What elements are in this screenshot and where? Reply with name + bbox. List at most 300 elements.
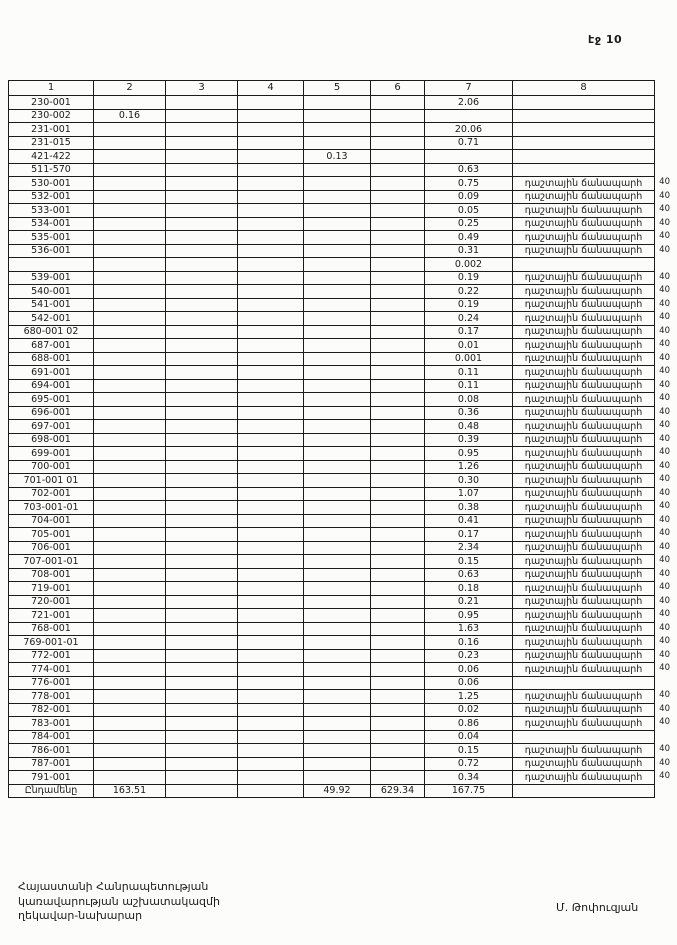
area-value-cell — [94, 514, 166, 528]
table-row — [9, 663, 655, 677]
parcel-code-cell: 708-001 — [9, 568, 94, 582]
area-value-cell — [304, 109, 371, 123]
area-value-cell: 1.63 — [425, 622, 513, 636]
note-cell — [513, 595, 670, 609]
margin-mark: 40 — [659, 406, 670, 417]
area-value-cell — [166, 582, 238, 596]
area-value-cell — [238, 109, 304, 123]
area-value-cell — [371, 204, 425, 218]
area-value-cell — [238, 757, 304, 771]
area-value-cell: 0.39 — [425, 433, 513, 447]
area-value-cell — [238, 204, 304, 218]
margin-mark: 40 — [659, 312, 670, 322]
area-value-cell — [166, 487, 238, 501]
land-use-note: դաշտային ճանապարհ — [524, 447, 643, 459]
note-cell — [513, 744, 670, 758]
land-use-note: դաշտային ճանապարհ — [524, 393, 643, 405]
margin-mark: 40 — [659, 231, 670, 241]
area-value-cell — [371, 285, 425, 299]
margin-mark: 40 — [659, 339, 670, 349]
area-value-cell — [238, 177, 304, 191]
area-value-cell: 0.16 — [425, 636, 513, 650]
area-value-cell — [371, 352, 425, 366]
total-value — [166, 784, 238, 798]
margin-mark: 40 — [659, 595, 670, 606]
margin-mark: 40 — [659, 663, 670, 673]
area-value-cell — [166, 217, 238, 231]
area-value-cell — [238, 231, 304, 245]
area-value-cell — [238, 676, 304, 690]
area-value-cell — [304, 366, 371, 380]
area-value-cell — [166, 528, 238, 542]
area-value-cell: 0.13 — [304, 150, 371, 164]
table-row — [9, 339, 655, 353]
area-value-cell — [94, 217, 166, 231]
note-cell — [513, 730, 655, 744]
land-parcel-register-table — [8, 80, 670, 798]
table-row — [9, 325, 655, 339]
area-value-cell — [238, 258, 304, 272]
margin-mark: 40 — [659, 420, 670, 430]
area-value-cell: 0.02 — [425, 703, 513, 717]
land-use-note: դաշտային ճանապարհ — [524, 555, 643, 567]
area-value-cell — [94, 231, 166, 245]
parcel-code-cell: 688-001 — [9, 352, 94, 366]
area-value-cell — [94, 447, 166, 461]
area-value-cell — [304, 703, 371, 717]
column-header: 6 — [371, 81, 425, 96]
area-value-cell — [166, 703, 238, 717]
area-value-cell: 0.95 — [425, 609, 513, 623]
area-value-cell — [238, 703, 304, 717]
area-value-cell: 1.25 — [425, 690, 513, 704]
land-use-note: դաշտային ճանապարհ — [524, 636, 643, 648]
note-cell — [513, 150, 655, 164]
area-value-cell — [238, 582, 304, 596]
note-cell — [513, 433, 670, 447]
margin-mark: 40 — [659, 636, 670, 646]
area-value-cell — [94, 568, 166, 582]
margin-mark: 40 — [659, 244, 670, 255]
column-header: 1 — [9, 81, 94, 96]
note-cell — [513, 622, 670, 636]
area-value-cell — [304, 190, 371, 204]
area-value-cell: 0.22 — [425, 285, 513, 299]
area-value-cell — [94, 487, 166, 501]
area-value-cell — [166, 514, 238, 528]
area-value-cell — [371, 217, 425, 231]
area-value-cell: 0.25 — [425, 217, 513, 231]
table-row — [9, 447, 655, 461]
parcel-code-cell: 786-001 — [9, 744, 94, 758]
parcel-code-cell — [9, 258, 94, 272]
land-use-note: դաշտային ճանապարհ — [524, 501, 643, 513]
table-row — [9, 568, 655, 582]
authority-line: ղեկավար-նախարար — [18, 909, 143, 922]
area-value-cell — [304, 352, 371, 366]
area-value-cell — [166, 676, 238, 690]
area-value-cell — [94, 204, 166, 218]
area-value-cell — [94, 555, 166, 569]
area-value-cell — [238, 271, 304, 285]
table-row — [9, 514, 655, 528]
margin-mark: 40 — [659, 325, 670, 336]
area-value-cell — [371, 433, 425, 447]
note-cell — [513, 109, 655, 123]
area-value-cell — [238, 433, 304, 447]
area-value-cell — [371, 231, 425, 245]
area-value-cell — [371, 501, 425, 515]
note-cell — [513, 609, 670, 623]
margin-mark: 40 — [659, 690, 670, 700]
land-use-note: դաշտային ճանապարհ — [524, 758, 643, 769]
area-value-cell — [94, 528, 166, 542]
table-row — [9, 676, 655, 690]
area-value-cell — [371, 663, 425, 677]
parcel-code-cell: 530-001 — [9, 177, 94, 191]
parcel-code-cell: 542-001 — [9, 312, 94, 326]
area-value-cell — [166, 366, 238, 380]
parcel-code-cell: 231-001 — [9, 123, 94, 137]
area-value-cell — [371, 582, 425, 596]
margin-mark: 40 — [659, 609, 670, 619]
land-use-note: դաշտային ճանապարհ — [524, 177, 643, 189]
parcel-code-cell: 768-001 — [9, 622, 94, 636]
area-value-cell — [94, 420, 166, 434]
area-value-cell — [94, 474, 166, 488]
parcel-code-cell: 533-001 — [9, 204, 94, 218]
area-value-cell: 0.06 — [425, 663, 513, 677]
area-value-cell: 0.75 — [425, 177, 513, 191]
area-value-cell — [94, 433, 166, 447]
note-cell — [513, 285, 670, 299]
column-header: 4 — [238, 81, 304, 96]
area-value-cell — [304, 406, 371, 420]
note-cell — [513, 676, 655, 690]
area-value-cell — [166, 622, 238, 636]
note-cell — [513, 447, 670, 461]
area-value-cell — [304, 528, 371, 542]
land-use-note: դաշտային ճանապարհ — [524, 312, 643, 324]
land-use-note: դաշտային ճանապարհ — [524, 771, 643, 783]
area-value-cell — [304, 609, 371, 623]
parcel-code-cell: 230-001 — [9, 96, 94, 110]
land-use-note: դաշտային ճանապարհ — [524, 650, 643, 661]
table-row — [9, 406, 655, 420]
note-cell — [513, 190, 670, 204]
area-value-cell: 0.38 — [425, 501, 513, 515]
area-value-cell — [166, 190, 238, 204]
area-value-cell — [304, 231, 371, 245]
table-row — [9, 622, 655, 636]
land-use-note: դաշտային ճանապարհ — [524, 285, 643, 297]
area-value-cell: 0.48 — [425, 420, 513, 434]
parcel-code-cell: 720-001 — [9, 595, 94, 609]
note-cell — [513, 244, 670, 258]
area-value-cell — [238, 285, 304, 299]
area-value-cell — [166, 555, 238, 569]
parcel-code-cell: 704-001 — [9, 514, 94, 528]
area-value-cell — [166, 730, 238, 744]
area-value-cell — [94, 177, 166, 191]
note-cell — [513, 136, 655, 150]
parcel-code-cell: 511-570 — [9, 163, 94, 177]
area-value-cell — [94, 582, 166, 596]
area-value-cell — [371, 460, 425, 474]
area-value-cell — [304, 298, 371, 312]
land-use-note: դաշտային ճանապարհ — [524, 596, 643, 607]
note-cell — [513, 217, 670, 231]
note-cell — [513, 163, 655, 177]
area-value-cell: 0.21 — [425, 595, 513, 609]
land-use-note: դաշտային ճանապարհ — [524, 272, 643, 283]
area-value-cell — [94, 258, 166, 272]
area-value-cell — [371, 366, 425, 380]
total-value: 163.51 — [94, 784, 166, 798]
note-cell — [513, 757, 670, 771]
area-value-cell: 0.63 — [425, 568, 513, 582]
area-value-cell — [238, 150, 304, 164]
area-value-cell — [94, 717, 166, 731]
area-value-cell — [304, 433, 371, 447]
table-row — [9, 298, 655, 312]
area-value-cell — [166, 258, 238, 272]
margin-mark: 40 — [659, 555, 670, 565]
table-row — [9, 555, 655, 569]
area-value-cell — [304, 447, 371, 461]
table-row — [9, 150, 655, 164]
land-use-note: դաշտային ճանապարհ — [524, 488, 643, 499]
area-value-cell — [238, 744, 304, 758]
area-value-cell — [166, 406, 238, 420]
area-value-cell — [238, 366, 304, 380]
table-row — [9, 460, 655, 474]
margin-mark: 40 — [659, 366, 670, 376]
note-cell — [513, 541, 670, 555]
area-value-cell: 0.001 — [425, 352, 513, 366]
area-value-cell — [94, 663, 166, 677]
area-value-cell: 2.06 — [425, 96, 513, 110]
area-value-cell: 0.16 — [94, 109, 166, 123]
area-value-cell — [238, 339, 304, 353]
parcel-code-cell: 784-001 — [9, 730, 94, 744]
parcel-code-cell: 701-001 01 — [9, 474, 94, 488]
land-use-note: դաշտային ճանապարհ — [524, 218, 643, 229]
area-value-cell — [238, 393, 304, 407]
area-value-cell — [94, 649, 166, 663]
area-value-cell: 0.09 — [425, 190, 513, 204]
table-row — [9, 136, 655, 150]
margin-mark: 40 — [659, 298, 670, 309]
table-row — [9, 96, 655, 110]
area-value-cell — [238, 717, 304, 731]
area-value-cell — [371, 244, 425, 258]
land-use-note: դաշտային ճանապարհ — [524, 231, 643, 243]
area-value-cell — [371, 730, 425, 744]
note-cell — [513, 703, 670, 717]
area-value-cell — [304, 649, 371, 663]
area-value-cell — [166, 109, 238, 123]
area-value-cell: 0.71 — [425, 136, 513, 150]
area-value-cell — [94, 339, 166, 353]
area-value-cell — [371, 123, 425, 137]
land-use-note: դաշտային ճանապարհ — [524, 623, 643, 634]
area-value-cell: 0.18 — [425, 582, 513, 596]
area-value-cell — [166, 204, 238, 218]
column-header: 5 — [304, 81, 371, 96]
area-value-cell — [166, 352, 238, 366]
area-value-cell: 1.07 — [425, 487, 513, 501]
parcel-code-cell: 721-001 — [9, 609, 94, 623]
area-value-cell — [304, 163, 371, 177]
note-cell — [513, 528, 670, 542]
area-value-cell — [238, 96, 304, 110]
area-value-cell — [238, 609, 304, 623]
parcel-code-cell: 687-001 — [9, 339, 94, 353]
area-value-cell — [371, 447, 425, 461]
area-value-cell: 0.01 — [425, 339, 513, 353]
table-row — [9, 285, 655, 299]
parcel-code-cell: 703-001-01 — [9, 501, 94, 515]
area-value-cell — [371, 649, 425, 663]
table-row — [9, 757, 655, 771]
area-value-cell — [238, 379, 304, 393]
table-row — [9, 271, 655, 285]
parcel-code-cell: 697-001 — [9, 420, 94, 434]
area-value-cell — [94, 312, 166, 326]
area-value-cell — [166, 541, 238, 555]
area-value-cell — [371, 393, 425, 407]
area-value-cell — [238, 298, 304, 312]
note-cell — [513, 420, 670, 434]
area-value-cell — [304, 474, 371, 488]
area-value-cell — [304, 757, 371, 771]
area-value-cell — [238, 730, 304, 744]
area-value-cell — [238, 649, 304, 663]
area-value-cell — [166, 595, 238, 609]
area-value-cell — [238, 190, 304, 204]
area-value-cell: 0.72 — [425, 757, 513, 771]
area-value-cell: 0.19 — [425, 298, 513, 312]
land-use-note: դաշտային ճանապարհ — [524, 191, 643, 202]
area-value-cell — [166, 393, 238, 407]
area-value-cell — [238, 460, 304, 474]
land-use-note: դաշտային ճանապարհ — [524, 690, 643, 702]
area-value-cell: 0.86 — [425, 717, 513, 731]
area-value-cell — [304, 393, 371, 407]
parcel-code-cell: 774-001 — [9, 663, 94, 677]
area-value-cell — [166, 96, 238, 110]
area-value-cell — [304, 730, 371, 744]
area-value-cell — [94, 595, 166, 609]
note-cell — [513, 298, 670, 312]
area-value-cell — [166, 609, 238, 623]
area-value-cell — [304, 258, 371, 272]
note-cell — [513, 366, 670, 380]
area-value-cell — [94, 541, 166, 555]
table-row — [9, 649, 655, 663]
area-value-cell — [304, 339, 371, 353]
area-value-cell — [166, 244, 238, 258]
area-value-cell — [304, 204, 371, 218]
total-value — [238, 784, 304, 798]
issuing-authority-block — [18, 880, 220, 924]
area-value-cell — [304, 244, 371, 258]
area-value-cell: 0.11 — [425, 366, 513, 380]
land-use-note: դաշտային ճանապարհ — [524, 744, 643, 756]
area-value-cell — [371, 487, 425, 501]
land-use-note: դաշտային ճանապարհ — [524, 326, 643, 337]
land-use-note: դաշտային ճանապարհ — [524, 299, 643, 310]
margin-mark: 40 — [659, 771, 670, 781]
area-value-cell — [371, 177, 425, 191]
area-value-cell — [238, 474, 304, 488]
column-header: 3 — [166, 81, 238, 96]
area-value-cell: 0.49 — [425, 231, 513, 245]
area-value-cell — [166, 177, 238, 191]
land-use-note: դաշտային ճանապարհ — [524, 461, 643, 472]
note-cell — [513, 271, 670, 285]
table-row — [9, 433, 655, 447]
area-value-cell — [94, 163, 166, 177]
note-cell — [513, 96, 655, 110]
area-value-cell — [304, 541, 371, 555]
area-value-cell — [94, 730, 166, 744]
area-value-cell — [238, 352, 304, 366]
margin-mark: 40 — [659, 433, 670, 444]
table-body — [9, 96, 670, 785]
table-row — [9, 690, 655, 704]
land-use-note: դաշտային ճանապարհ — [524, 245, 643, 256]
note-cell — [513, 649, 670, 663]
area-value-cell — [304, 96, 371, 110]
parcel-code-cell: 783-001 — [9, 717, 94, 731]
area-value-cell — [238, 568, 304, 582]
area-value-cell: 2.34 — [425, 541, 513, 555]
area-value-cell — [238, 541, 304, 555]
area-value-cell — [304, 217, 371, 231]
total-value: 49.92 — [304, 784, 371, 798]
area-value-cell — [304, 514, 371, 528]
note-cell — [513, 582, 670, 596]
margin-mark: 40 — [659, 649, 670, 660]
area-value-cell — [166, 150, 238, 164]
area-value-cell — [94, 690, 166, 704]
area-value-cell — [304, 312, 371, 326]
area-value-cell — [166, 271, 238, 285]
area-value-cell — [166, 339, 238, 353]
area-value-cell — [304, 420, 371, 434]
area-value-cell — [238, 663, 304, 677]
area-value-cell — [371, 109, 425, 123]
area-value-cell: 0.63 — [425, 163, 513, 177]
table-row — [9, 393, 655, 407]
table-row — [9, 420, 655, 434]
area-value-cell: 0.08 — [425, 393, 513, 407]
area-value-cell — [238, 244, 304, 258]
area-value-cell — [94, 609, 166, 623]
table-row — [9, 771, 655, 785]
area-value-cell — [166, 447, 238, 461]
area-value-cell — [94, 244, 166, 258]
area-value-cell: 0.36 — [425, 406, 513, 420]
area-value-cell — [304, 663, 371, 677]
area-value-cell — [304, 136, 371, 150]
area-value-cell — [371, 690, 425, 704]
table-row — [9, 501, 655, 515]
land-use-note: դաշտային ճանապարհ — [524, 582, 643, 594]
area-value-cell — [371, 757, 425, 771]
